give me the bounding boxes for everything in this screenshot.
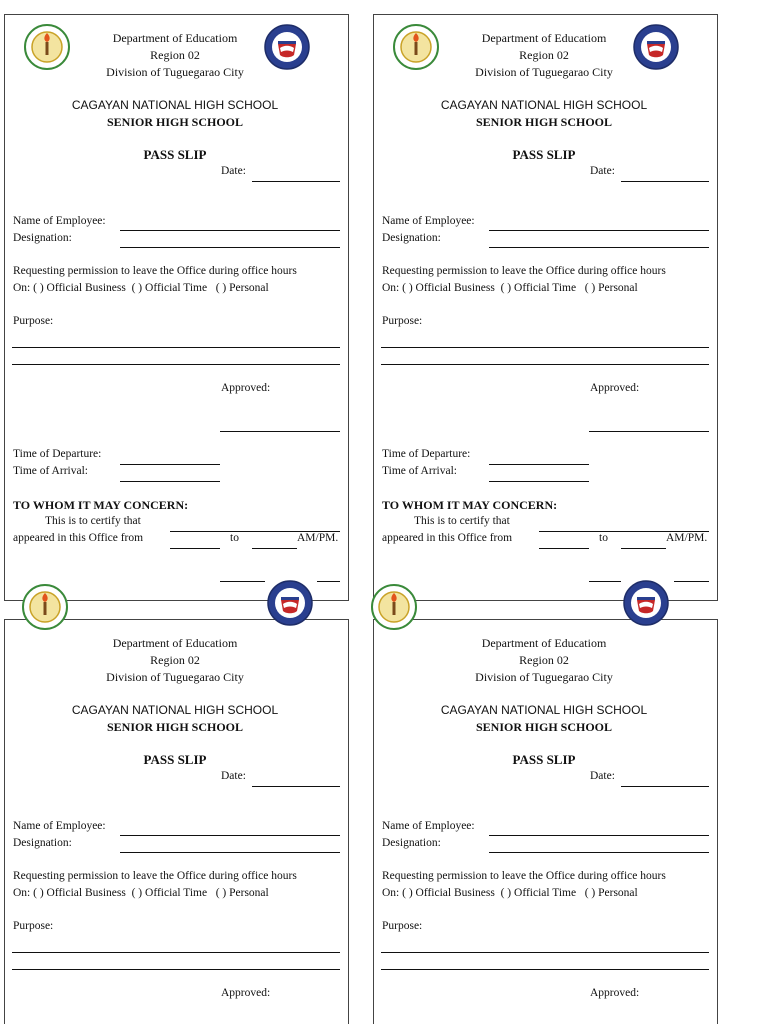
footer-line-left [220, 581, 265, 582]
school-seal-icon [371, 584, 417, 630]
departure-label: Time of Departure: [382, 448, 471, 460]
header-block [100, 635, 250, 686]
approved-label: Approved: [221, 382, 271, 394]
purpose-line-1[interactable] [381, 952, 709, 953]
city-seal-icon [623, 580, 669, 626]
division-text: Division of Tuguegarao City [106, 65, 244, 79]
purpose-line-2[interactable] [381, 364, 709, 365]
departure-label: Time of Departure: [13, 448, 102, 460]
slip-title: PASS SLIP [143, 752, 207, 767]
school-seal-icon [22, 584, 68, 630]
date-field[interactable] [621, 786, 709, 787]
designation-field[interactable] [489, 852, 709, 853]
school-name: CAGAYAN NATIONAL HIGH SCHOOL [71, 703, 279, 717]
date-label: Date: [590, 165, 615, 177]
designation-field[interactable] [120, 247, 340, 248]
purpose-label: Purpose: [382, 920, 423, 932]
on-options: On: ( ) Official Business ( ) Official Time ( ) Personal [382, 887, 638, 899]
division-text: Division of Tuguegarao City [106, 670, 244, 684]
pass-slip-bottom-left [0, 619, 370, 1024]
appeared-text: appeared in this Office from [13, 532, 144, 544]
city-seal-icon [633, 24, 679, 70]
slip-title: PASS SLIP [512, 752, 576, 767]
approved-label: Approved: [590, 382, 640, 394]
from-time-field[interactable] [539, 548, 589, 549]
header-block [469, 635, 619, 686]
school-name: CAGAYAN NATIONAL HIGH SCHOOL [440, 98, 648, 112]
departure-field[interactable] [120, 464, 220, 465]
date-field[interactable] [252, 181, 340, 182]
ampm-label: AM/PM. [666, 532, 708, 544]
purpose-label: Purpose: [382, 315, 423, 327]
arrival-field[interactable] [489, 481, 589, 482]
purpose-line-2[interactable] [12, 969, 340, 970]
school-level: SENIOR HIGH SCHOOL [106, 115, 244, 129]
purpose-line-1[interactable] [12, 952, 340, 953]
designation-label: Designation: [382, 232, 441, 244]
arrival-label: Time of Arrival: [13, 465, 88, 477]
school-name: CAGAYAN NATIONAL HIGH SCHOOL [71, 98, 279, 112]
employee-name-label: Name of Employee: [13, 820, 106, 832]
departure-field[interactable] [489, 464, 589, 465]
slip-title: PASS SLIP [512, 147, 576, 162]
footer-line-left [589, 581, 621, 582]
footer-line-right [674, 581, 709, 582]
appeared-text: appeared in this Office from [382, 532, 513, 544]
designation-label: Designation: [382, 837, 441, 849]
region-text: Region 02 [519, 48, 569, 62]
employee-name-field[interactable] [120, 230, 340, 231]
department-text: Department of Educatiom [481, 636, 607, 650]
date-label: Date: [590, 770, 615, 782]
on-options: On: ( ) Official Business ( ) Official Time ( ) Personal [382, 282, 638, 294]
ampm-label: AM/PM. [297, 532, 339, 544]
header-block [469, 30, 619, 81]
slip-title: PASS SLIP [143, 147, 207, 162]
region-text: Region 02 [150, 653, 200, 667]
date-field[interactable] [621, 181, 709, 182]
school-seal-icon [393, 24, 439, 70]
concern-heading: TO WHOM IT MAY CONCERN: [13, 498, 189, 512]
designation-field[interactable] [120, 852, 340, 853]
arrival-label: Time of Arrival: [382, 465, 457, 477]
pass-slip-bottom-right [369, 619, 739, 1024]
certify-text: This is to certify that [414, 515, 510, 527]
region-text: Region 02 [150, 48, 200, 62]
request-text: Requesting permission to leave the Office during office hours [13, 870, 297, 882]
to-label: to [599, 532, 608, 544]
school-seal-icon [24, 24, 70, 70]
approved-signature-line[interactable] [220, 431, 340, 432]
purpose-label: Purpose: [13, 920, 54, 932]
approved-label: Approved: [221, 987, 271, 999]
certify-text: This is to certify that [45, 515, 141, 527]
header-block [100, 30, 250, 81]
employee-name-field[interactable] [489, 230, 709, 231]
employee-name-field[interactable] [489, 835, 709, 836]
employee-name-field[interactable] [120, 835, 340, 836]
to-time-field[interactable] [621, 548, 666, 549]
department-text: Department of Educatiom [112, 636, 238, 650]
from-time-field[interactable] [170, 548, 220, 549]
employee-name-label: Name of Employee: [382, 215, 475, 227]
pass-slip-top-right [369, 14, 739, 614]
date-label: Date: [221, 165, 246, 177]
employee-name-label: Name of Employee: [382, 820, 475, 832]
employee-name-label: Name of Employee: [13, 215, 106, 227]
pass-slip-top-left [0, 14, 370, 614]
request-text: Requesting permission to leave the Office during office hours [382, 265, 666, 277]
footer-line-right [317, 581, 340, 582]
purpose-line-1[interactable] [12, 347, 340, 348]
city-seal-icon [267, 580, 313, 626]
department-text: Department of Educatiom [112, 31, 238, 45]
concern-heading: TO WHOM IT MAY CONCERN: [382, 498, 558, 512]
purpose-label: Purpose: [13, 315, 54, 327]
region-text: Region 02 [519, 653, 569, 667]
request-text: Requesting permission to leave the Office during office hours [13, 265, 297, 277]
department-text: Department of Educatiom [481, 31, 607, 45]
designation-label: Designation: [13, 232, 72, 244]
arrival-field[interactable] [120, 481, 220, 482]
approved-signature-line[interactable] [589, 431, 709, 432]
city-seal-icon [264, 24, 310, 70]
school-name: CAGAYAN NATIONAL HIGH SCHOOL [440, 703, 648, 717]
division-text: Division of Tuguegarao City [475, 670, 613, 684]
school-level: SENIOR HIGH SCHOOL [475, 115, 613, 129]
to-label: to [230, 532, 239, 544]
school-level: SENIOR HIGH SCHOOL [106, 720, 244, 734]
school-level: SENIOR HIGH SCHOOL [475, 720, 613, 734]
designation-field[interactable] [489, 247, 709, 248]
date-field[interactable] [252, 786, 340, 787]
purpose-line-2[interactable] [12, 364, 340, 365]
to-time-field[interactable] [252, 548, 297, 549]
purpose-line-2[interactable] [381, 969, 709, 970]
division-text: Division of Tuguegarao City [475, 65, 613, 79]
date-label: Date: [221, 770, 246, 782]
on-options: On: ( ) Official Business ( ) Official Time ( ) Personal [13, 282, 269, 294]
request-text: Requesting permission to leave the Office during office hours [382, 870, 666, 882]
approved-label: Approved: [590, 987, 640, 999]
purpose-line-1[interactable] [381, 347, 709, 348]
designation-label: Designation: [13, 837, 72, 849]
on-options: On: ( ) Official Business ( ) Official Time ( ) Personal [13, 887, 269, 899]
